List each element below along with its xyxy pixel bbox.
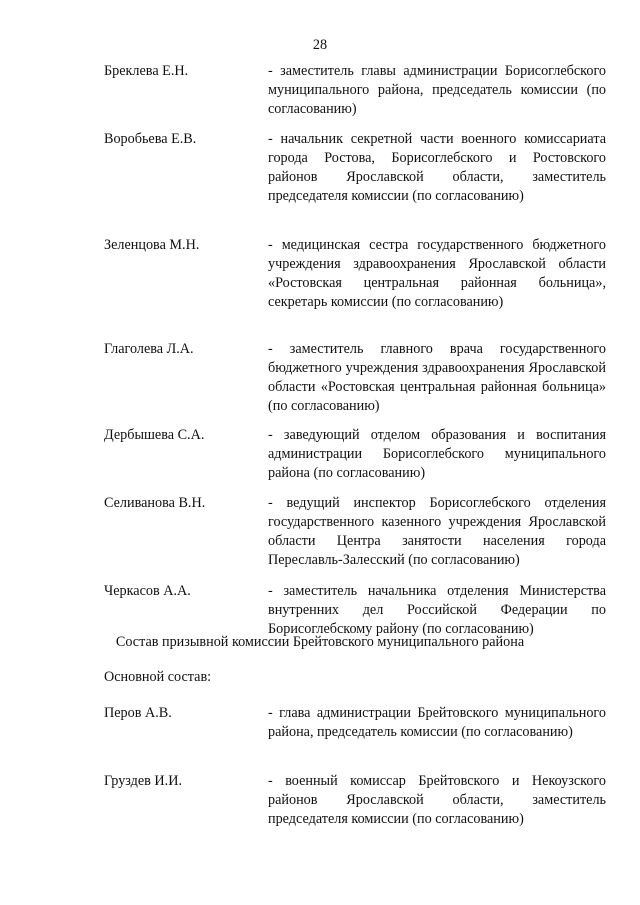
member-name: Глаголева Л.А. — [104, 341, 194, 357]
member-name: Бреклева Е.Н. — [104, 63, 189, 79]
member-name: Селиванова В.Н. — [104, 495, 206, 511]
subsection-title: Основной состав: — [104, 669, 212, 685]
member-role: - заместитель начальника отделения Министерства внутренних дел Российской Федерации по Борисоглебскому району (по согласованию) — [268, 583, 606, 637]
page-number: 28 — [312, 37, 328, 53]
section-title: Состав призывной комиссии Брейтовского муниципального района — [115, 634, 525, 650]
member-name: Груздев И.И. — [104, 773, 183, 789]
member-role: - заместитель главы администрации Борисоглебского муниципального района, председатель комиссии (по согласованию) — [268, 63, 606, 117]
member-name: Дербышева С.А. — [104, 427, 205, 443]
member-name: Перов А.В. — [104, 705, 172, 721]
member-role: - заведующий отделом образования и воспитания администрации Борисоглебского муниципального района (по согласованию) — [268, 427, 606, 481]
member-role: - ведущий инспектор Борисоглебского отделения государственного казенного учреждения Ярославской области Центра занятости населения города Переславль-Залесский (по согласованию) — [268, 495, 606, 568]
member-name: Зеленцова М.Н. — [104, 237, 200, 253]
member-role: - заместитель главного врача государственного бюджетного учреждения здравоохранения Ярославской области «Ростовская центральная районная больница» (по согласованию) — [268, 341, 606, 414]
member-role: - военный комиссар Брейтовского и Некоузского районов Ярославской области, заместитель председателя комиссии (по согласованию) — [268, 773, 606, 827]
member-name: Воробьева Е.В. — [104, 131, 197, 147]
member-role: - начальник секретной части военного комиссариата города Ростова, Борисоглебского и Ростовского районов Ярославской области, заместитель председателя комиссии (по согласованию) — [268, 131, 606, 204]
member-role: - глава администрации Брейтовского муниципального района, председатель комиссии (по согласованию) — [268, 705, 606, 740]
member-role: - медицинская сестра государственного бюджетного учреждения здравоохранения Ярославской области «Ростовская центральная районная больница», секретарь комиссии (по согласованию) — [268, 237, 606, 310]
member-name: Черкасов А.А. — [104, 583, 191, 599]
